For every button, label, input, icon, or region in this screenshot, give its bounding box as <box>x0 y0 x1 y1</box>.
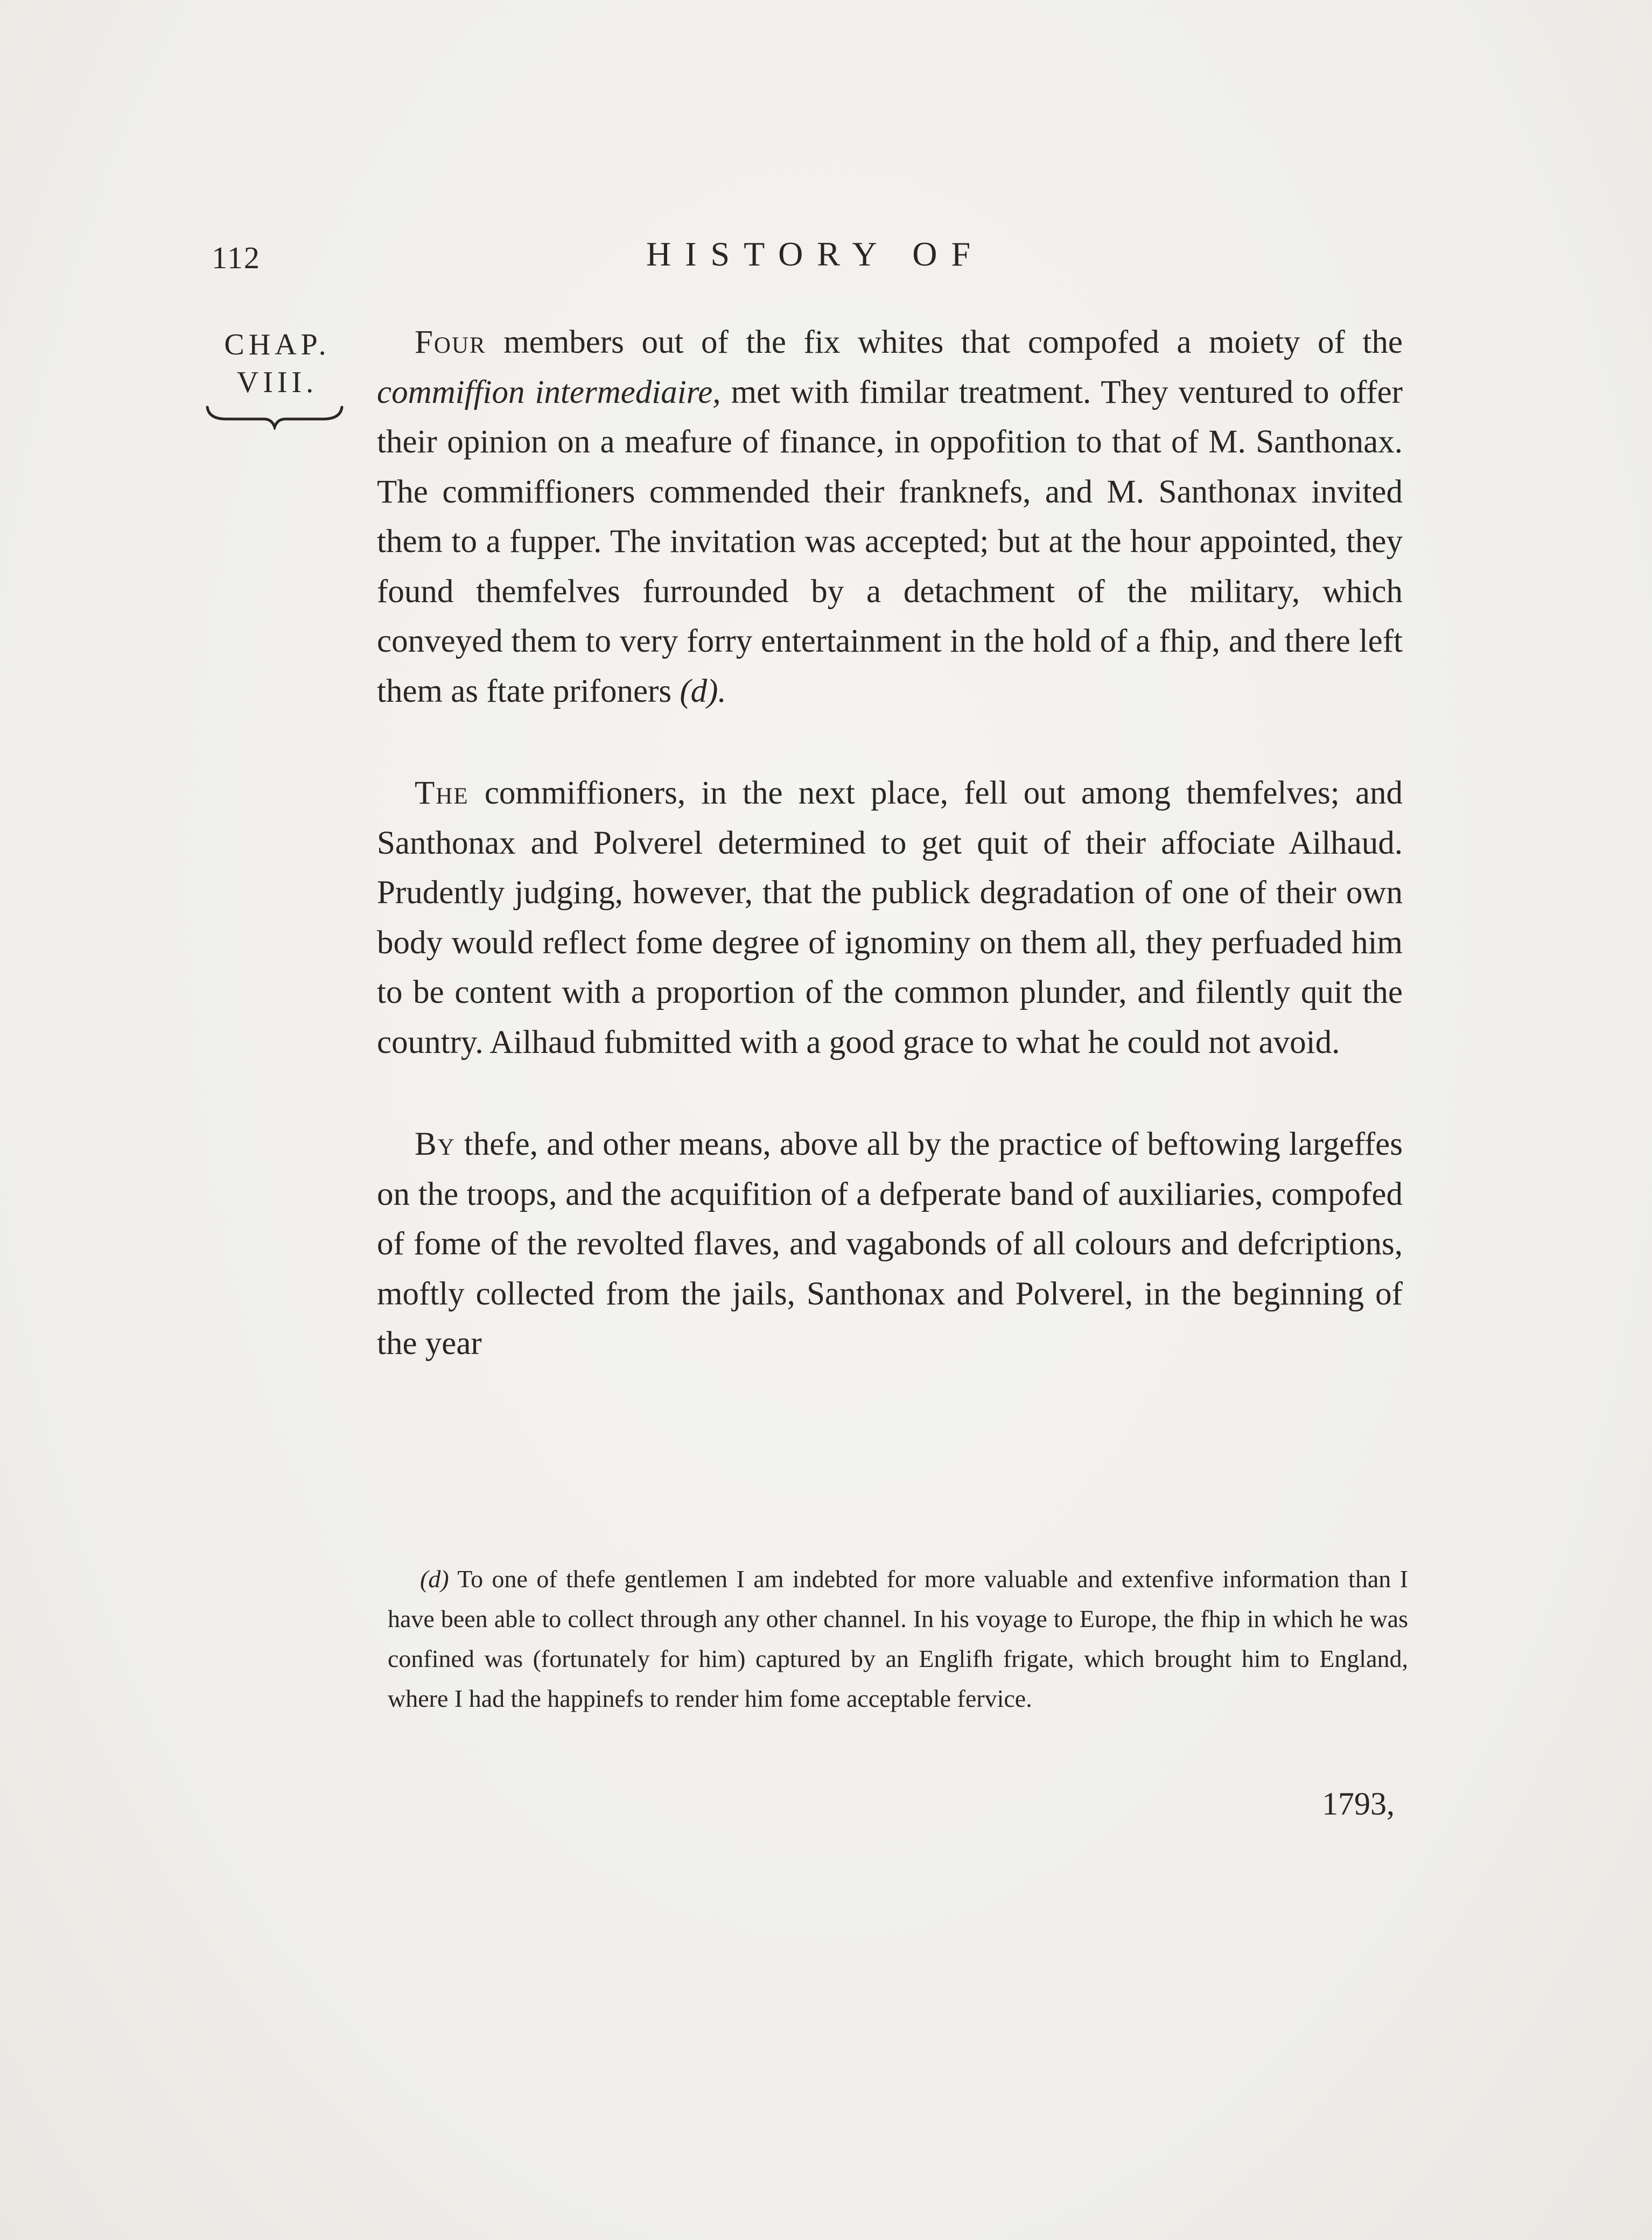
paragraph-text: met with fimilar treatment. They ventured to offer their opinion on a meafure of finance, in oppofition to that of M. Santhonax. The commiffioners commended their franknefs, and M. Santhonax invited them to a fupper. The invitation was accepted; but at the hour appointed, they found themfelves furrounded by a detachment of the military, which conveyed them to very forry entertainment in the hold of a fhip, and there left them as ftate prifoners <box>377 374 1403 709</box>
paragraph-opening: By <box>415 1126 456 1162</box>
paragraph-text: members out of the fix whites that compofed a moiety of the <box>486 324 1403 360</box>
footnote <box>388 1559 1408 1719</box>
paragraph-3 <box>377 1120 1403 1369</box>
paragraph-opening: The <box>415 775 469 811</box>
paragraph-2 <box>377 769 1403 1067</box>
chapter-label: CHAP. <box>224 328 331 361</box>
chapter-number: VIII. <box>236 366 318 399</box>
chapter-brace-ornament <box>205 403 345 430</box>
paragraph-opening: Four <box>415 324 486 360</box>
body-text <box>377 318 1403 1369</box>
page-number: 112 <box>212 240 261 275</box>
footnote-reference: (d). <box>680 673 726 709</box>
paragraph-text: thefe, and other means, above all by the practice of beftowing largeffes on the troops, and the acquifition of a defperate band of auxiliaries, compofed of fome of the revolted flaves, and vagabonds of all colours and defcriptions, moftly collected from the jails, Santhonax and Polverel, in the beginning of the year <box>377 1126 1403 1362</box>
italic-phrase: commiffion intermediaire, <box>377 374 721 410</box>
footnote-marker: (d) <box>420 1565 449 1593</box>
catchword: 1793, <box>1322 1786 1395 1822</box>
running-head: HISTORY OF <box>646 235 985 273</box>
chapter-marginal-note <box>205 326 350 401</box>
paragraph-1 <box>377 318 1403 716</box>
paragraph-text: commiffioners, in the next place, fell out among themfelves; and Santhonax and Polverel determined to get quit of their affociate Ailhaud. Prudently judging, however, that the publick degradation of one of their own body would reflect fome degree of ignominy on them all, they perfuaded him to be content with a proportion of the common plunder, and filently quit the country. Ailhaud fubmitted with a good grace to what he could not avoid. <box>377 775 1403 1060</box>
footnote-text: To one of thefe gentlemen I am indebted for more valuable and extenfive information than I have been able to collect through any other channel. In his voyage to Europe, the fhip in which he was confined was (fortunately for him) captured by an Englifh frigate, which brought him to England, where I had the happinefs to render him fome acceptable fervice. <box>388 1565 1408 1712</box>
